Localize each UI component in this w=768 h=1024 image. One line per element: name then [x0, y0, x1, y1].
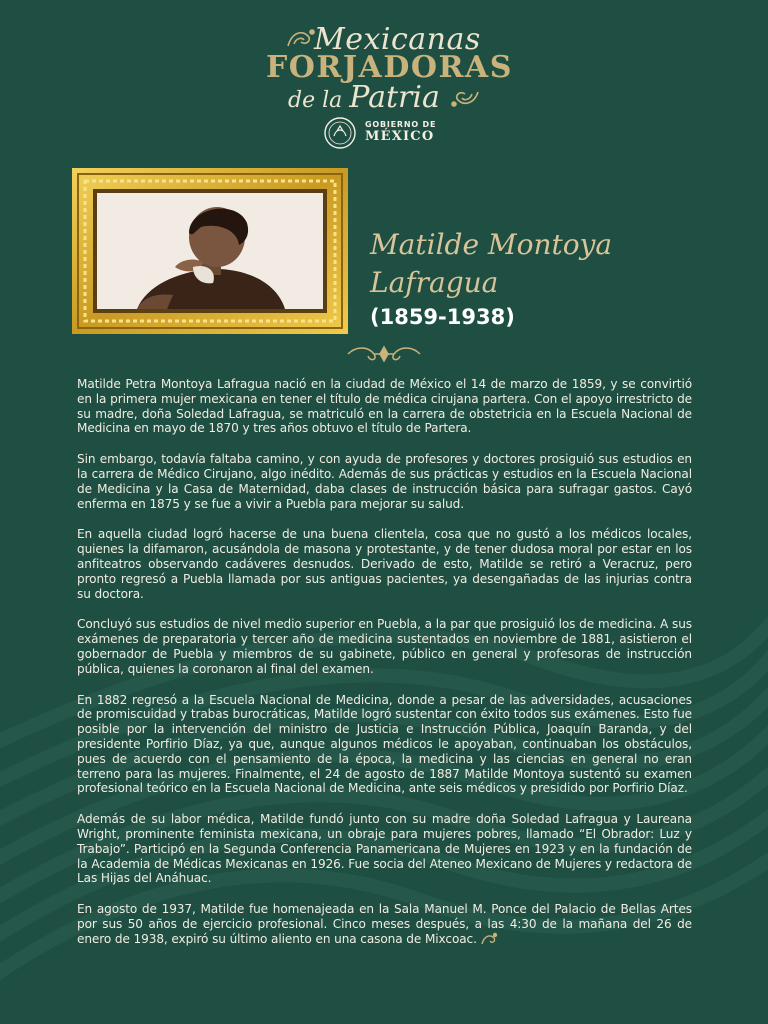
portrait-photo [97, 193, 323, 309]
national-seal-icon [323, 116, 357, 150]
header-title-forjadoras: FORJADORAS [266, 50, 513, 85]
biography-paragraph: Sin embargo, todavía faltaba camino, y con ayuda de profesores y doctores prosiguió sus estudios en la carrera de Médico Cirujano, algo inédito. Además de sus prácticas y estudios en la Escuela Nacional de Medicina y la Casa de Maternidad, daba clases de instrucción básica para sufragar gastos. Cayó enferma en 1875 y se fue a vivir a Puebla para mejorar su salud. [77, 452, 692, 511]
gobierno-de-label: GOBIERNO DE [365, 120, 437, 129]
profile-heading [370, 226, 730, 332]
series-header [250, 20, 520, 148]
biography-paragraph: Además de su labor médica, Matilde fundó junto con su madre doña Soledad Lafragua y Laureana Wright, prominente feminista mexicana, un obraje para mujeres pobres, llamado “El Obrador: Luz y Trabajo”. Participó en la Segunda Conferencia Panamericana de Mujeres en 1923 y en la fundación de la Academia de Médicas Mexicanas en 1926. Fue socia del Ateneo Mexicano de Mujeres y redactora de Las Hijas del Anáhuac. [77, 812, 692, 886]
header-patria: Patria [349, 80, 440, 115]
header-de-la: de la [288, 88, 343, 113]
biography-paragraph: En aquella ciudad logró hacerse de una buena clientela, cosa que no gustó a los médicos locales, quienes la difamaron, acusándola de masona y protestante, y de tener dudosa moral por estar en los anfiteatros observando cadáveres desnudos. Derivado de esto, Matilde se retiró a Veracruz, pero pronto regresó a Puebla llamada por sus antiguas pacientes, ya desengañadas de las injurias contra su doctora. [77, 527, 692, 601]
biography-text [77, 377, 692, 963]
life-years: (1859-1938) [370, 305, 515, 329]
flourish-ornament-icon [450, 88, 480, 110]
flourish-ornament-icon [286, 26, 316, 50]
biography-paragraph-last [77, 902, 692, 946]
portrait-frame [72, 168, 348, 334]
flourish-divider-icon [344, 344, 424, 364]
gobierno-de-mexico-logo [323, 116, 453, 148]
end-ornament-icon [480, 932, 498, 946]
mexico-label: MÉXICO [365, 129, 435, 144]
person-name-line1: Matilde Montoya [370, 228, 613, 261]
person-name-line2: Lafragua [370, 266, 499, 299]
biography-paragraph-text: En agosto de 1937, Matilde fue homenajeada en la Sala Manuel M. Ponce del Palacio de Bellas Artes por sus 50 años de ejercicio profesional. Cinco meses después, a las 4:30 de la mañana del 26 de enero de 1938, expiró su último aliento en una casona de Mixcoac. [77, 902, 692, 946]
biography-paragraph: Matilde Petra Montoya Lafragua nació en la ciudad de México el 14 de marzo de 1859, y se convirtió en la primera mujer mexicana en tener el título de médica cirujana partera. Con el apoyo irrestricto de su madre, doña Soledad Lafragua, se matriculó en la carrera de obstetricia en la Escuela Nacional de Medicina en mayo de 1870 y tres años obtuvo el título de Partera. [77, 377, 692, 436]
biography-paragraph: En 1882 regresó a la Escuela Nacional de Medicina, donde a pesar de las adversidades, acusaciones de promiscuidad y trabas burocráticas, Matilde logró sustentar con éxito todos sus exámenes. Esto fue posible por la intervención del ministro de Justicia e Instrucción Pública, Joaquín Baranda, y del presidente Porfirio Díaz, ya que, aunque algunos médicos le apoyaban, continuaban los obstáculos, pues de acuerdo con el pensamiento de la época, la medicina y las ciencias en general no eran terreno para las mujeres. Finalmente, el 24 de agosto de 1887 Matilde Montoya sustentó su examen profesional teórico en la Escuela Nacional de Medicina, ante seis médicos y presidido por Porfirio Díaz. [77, 692, 692, 796]
header-title-mexicanas: Mexicanas [314, 22, 481, 57]
biography-paragraph: Concluyó sus estudios de nivel medio superior en Puebla, a la par que prosiguió los de medicina. A sus exámenes de preparatoria y tercer año de medicina sustentados en noviembre de 1881, asistieron el gobernador de Puebla y miembros de su gabinete, público en general y profesoras de instrucción pública, quienes la coronaron al final del examen. [77, 617, 692, 676]
header-title-de-la-patria [288, 80, 440, 115]
